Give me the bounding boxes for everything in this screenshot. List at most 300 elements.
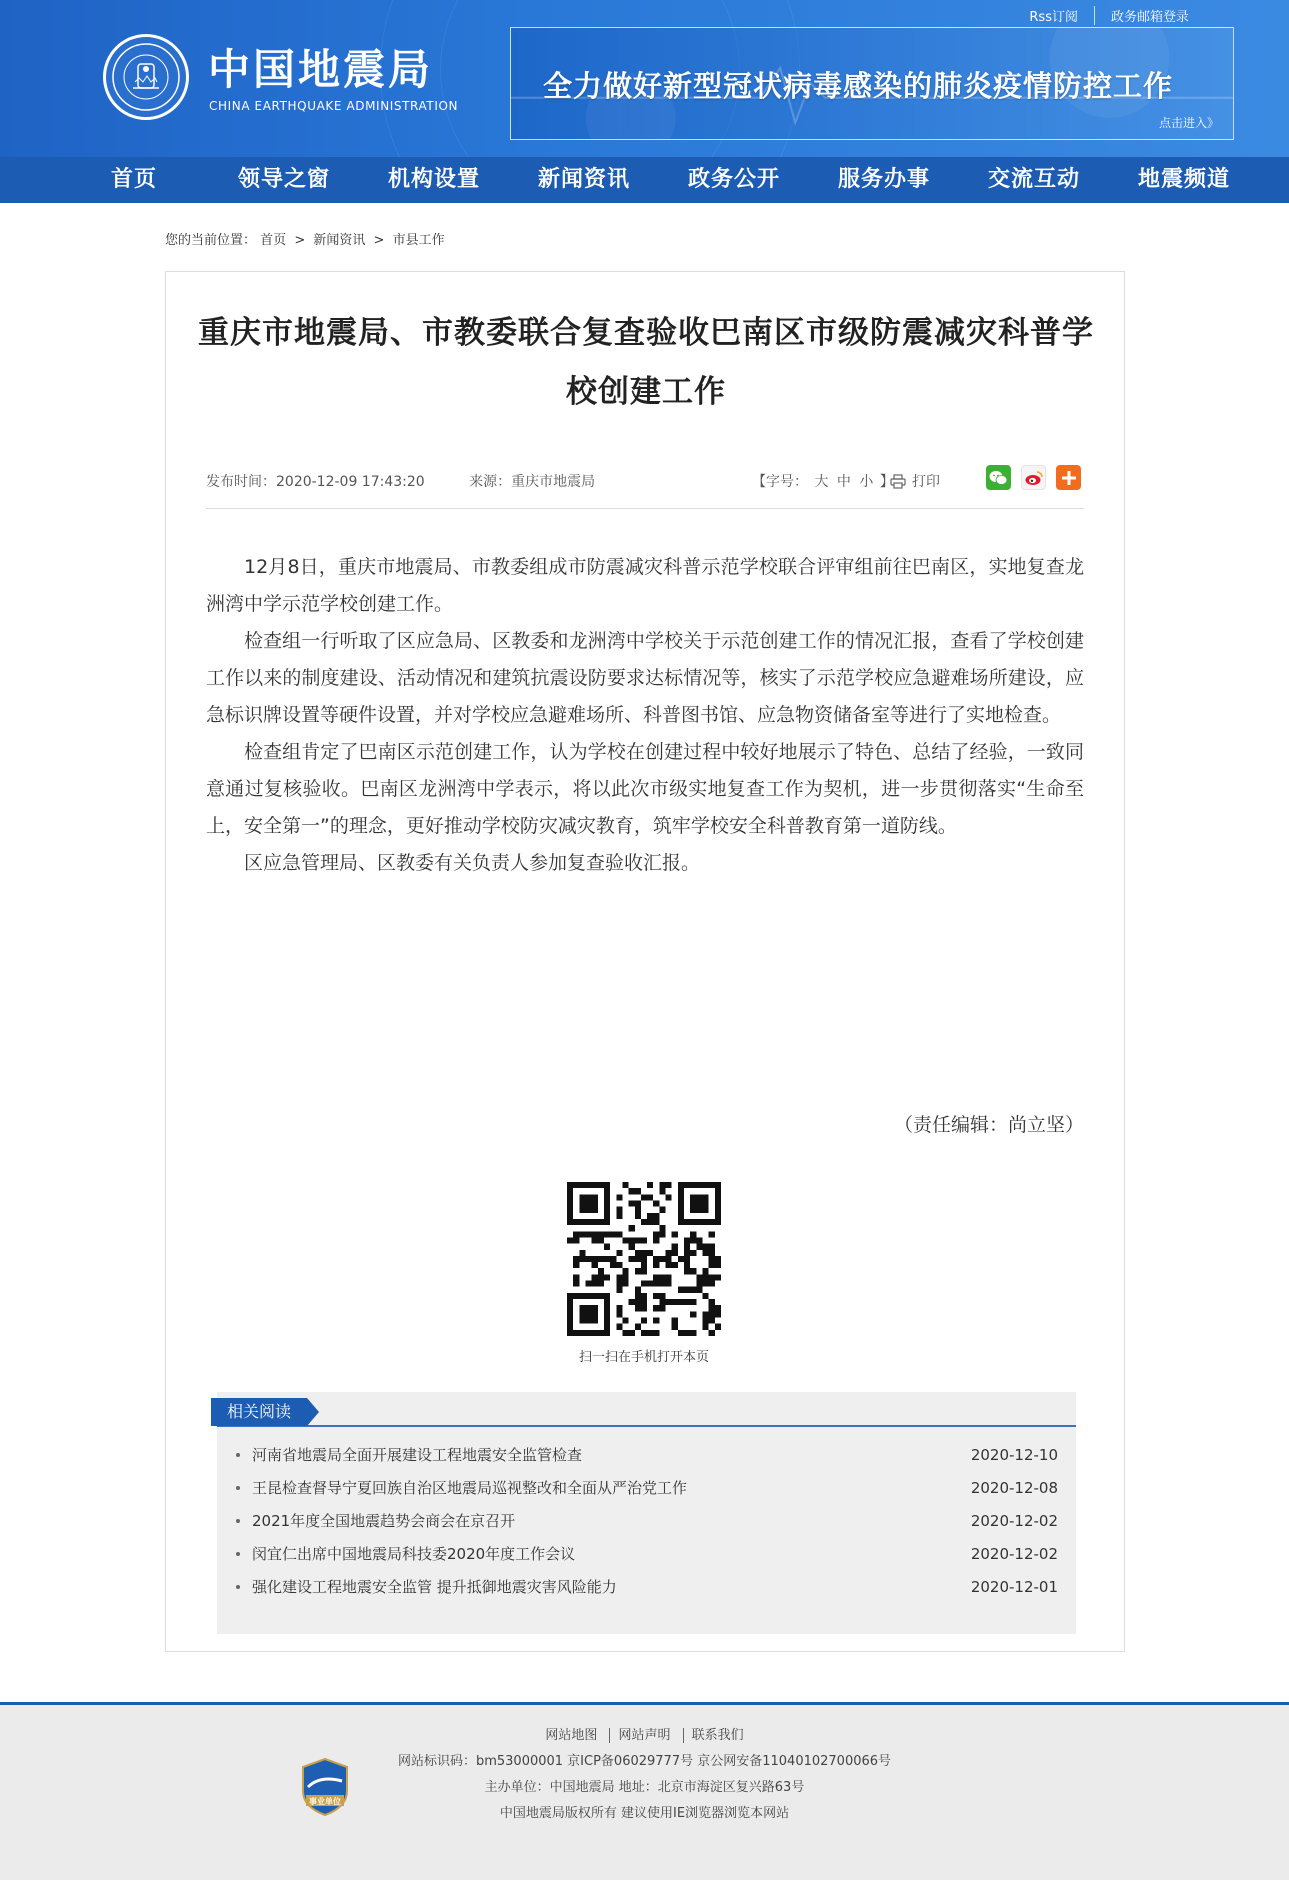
qr-module bbox=[567, 1293, 573, 1299]
qr-module bbox=[684, 1330, 690, 1336]
qr-module bbox=[585, 1194, 591, 1200]
qr-module bbox=[672, 1299, 678, 1305]
qr-module bbox=[684, 1250, 690, 1256]
qr-module bbox=[598, 1256, 604, 1262]
qr-module bbox=[567, 1237, 573, 1243]
article-source: 来源：重庆市地震局 bbox=[469, 474, 596, 490]
qr-module bbox=[696, 1281, 702, 1287]
qr-module bbox=[715, 1274, 721, 1280]
qr-module bbox=[579, 1330, 585, 1336]
qr-module bbox=[616, 1207, 622, 1213]
qr-module bbox=[715, 1256, 721, 1262]
qr-module bbox=[585, 1311, 591, 1317]
gov-mail-login-link[interactable]: 政务邮箱登录 bbox=[1094, 6, 1205, 25]
qr-module bbox=[703, 1182, 709, 1188]
qr-module bbox=[659, 1281, 665, 1287]
qr-module bbox=[641, 1262, 647, 1268]
qr-module bbox=[616, 1213, 622, 1219]
qr-module bbox=[641, 1219, 647, 1225]
qr-module bbox=[666, 1250, 672, 1256]
qr-module bbox=[622, 1268, 628, 1274]
qr-module bbox=[629, 1330, 635, 1336]
site-footer bbox=[0, 1702, 1289, 1880]
qr-module bbox=[696, 1237, 702, 1243]
qr-module bbox=[567, 1207, 573, 1213]
banner-enter-link[interactable]: 点击进入》 bbox=[1158, 116, 1219, 130]
qr-module bbox=[647, 1213, 653, 1219]
qr-module bbox=[672, 1262, 678, 1268]
qr-module bbox=[709, 1219, 715, 1225]
qr-module bbox=[703, 1318, 709, 1324]
qr-module bbox=[653, 1237, 659, 1243]
article-body bbox=[206, 549, 1084, 882]
qr-module bbox=[641, 1256, 647, 1262]
qr-module bbox=[715, 1182, 721, 1188]
qr-module bbox=[690, 1237, 696, 1243]
qr-module bbox=[622, 1274, 628, 1280]
breadcrumb-separator: > bbox=[294, 233, 306, 248]
qr-module bbox=[703, 1219, 709, 1225]
qr-module bbox=[635, 1200, 641, 1206]
qr-module bbox=[567, 1188, 573, 1194]
nav-interaction[interactable]: 交流互动 bbox=[987, 167, 1080, 192]
more-share-icon[interactable] bbox=[1056, 465, 1081, 490]
qr-module bbox=[616, 1324, 622, 1330]
qr-module bbox=[598, 1182, 604, 1188]
qr-module bbox=[604, 1305, 610, 1311]
font-size-large[interactable]: 大 bbox=[814, 474, 829, 490]
qr-module bbox=[579, 1256, 585, 1262]
qr-module bbox=[696, 1219, 702, 1225]
qr-module bbox=[690, 1207, 696, 1213]
related-item-title[interactable]: 强化建设工程地震安全监管 提升抵御地震灾害风险能力 bbox=[252, 1578, 617, 1596]
qr-module bbox=[585, 1182, 591, 1188]
qr-module bbox=[573, 1256, 579, 1262]
qr-module bbox=[641, 1318, 647, 1324]
footer-organizer: 主办单位：中国地震局 地址：北京市海淀区复兴路63号 bbox=[484, 1780, 805, 1795]
banner-title: 全力做好新型冠状病毒感染的肺炎疫情防控工作 bbox=[543, 69, 1174, 103]
qr-module bbox=[579, 1182, 585, 1188]
weibo-share-icon[interactable] bbox=[1021, 465, 1046, 490]
qr-module bbox=[585, 1305, 591, 1311]
qr-module bbox=[653, 1219, 659, 1225]
qr-module bbox=[653, 1262, 659, 1268]
qr-module bbox=[653, 1305, 659, 1311]
badge-text: 事业单位 bbox=[309, 1797, 341, 1806]
qr-module bbox=[703, 1281, 709, 1287]
qr-module bbox=[598, 1281, 604, 1287]
qr-module bbox=[709, 1262, 715, 1268]
nav-earthquake-channel[interactable]: 地震频道 bbox=[1137, 167, 1230, 192]
related-item-title[interactable]: 河南省地震局全面开展建设工程地震安全监管检查 bbox=[252, 1446, 583, 1464]
qr-module bbox=[592, 1256, 598, 1262]
site-logo-title[interactable]: 中国地震局 bbox=[208, 45, 434, 94]
related-item-title[interactable]: 王昆检查督导宁夏回族自治区地震局巡视整改和全面从严治党工作 bbox=[252, 1479, 688, 1497]
qr-module bbox=[573, 1293, 579, 1299]
qr-module bbox=[616, 1262, 622, 1268]
qr-module bbox=[666, 1299, 672, 1305]
related-item-date: 2020-12-02 bbox=[970, 1544, 1058, 1563]
qr-module bbox=[579, 1305, 585, 1311]
qr-module bbox=[715, 1311, 721, 1317]
bullet-icon bbox=[236, 1585, 240, 1589]
qr-module bbox=[641, 1299, 647, 1305]
qr-module bbox=[567, 1299, 573, 1305]
qr-module bbox=[629, 1256, 635, 1262]
qr-module bbox=[604, 1194, 610, 1200]
related-item bbox=[236, 1537, 1058, 1570]
qr-module bbox=[678, 1188, 684, 1194]
qr-module bbox=[604, 1200, 610, 1206]
qr-module bbox=[567, 1311, 573, 1317]
qr-module bbox=[567, 1324, 573, 1330]
qr-module bbox=[610, 1262, 616, 1268]
qr-module bbox=[653, 1213, 659, 1219]
qr-module bbox=[598, 1330, 604, 1336]
qr-module bbox=[641, 1250, 647, 1256]
qr-module bbox=[666, 1182, 672, 1188]
qr-module bbox=[666, 1194, 672, 1200]
qr-module bbox=[585, 1293, 591, 1299]
related-item bbox=[236, 1504, 1058, 1537]
qr-module bbox=[592, 1274, 598, 1280]
meta-divider bbox=[206, 508, 1084, 509]
qr-module bbox=[585, 1281, 591, 1287]
qr-module bbox=[604, 1324, 610, 1330]
qr-module bbox=[703, 1194, 709, 1200]
qr-module bbox=[604, 1207, 610, 1213]
breadcrumb bbox=[165, 229, 445, 248]
qr-module bbox=[641, 1305, 647, 1311]
wechat-share-icon[interactable] bbox=[986, 465, 1011, 490]
qr-module bbox=[579, 1318, 585, 1324]
qr-module bbox=[592, 1200, 598, 1206]
related-item-date: 2020-12-01 bbox=[970, 1577, 1058, 1596]
nav-leaders[interactable]: 领导之窗 bbox=[237, 167, 330, 192]
qr-module bbox=[647, 1219, 653, 1225]
qr-module bbox=[696, 1182, 702, 1188]
qr-module bbox=[659, 1225, 665, 1231]
print-button[interactable] bbox=[890, 471, 940, 491]
article-paragraph: 检查组肯定了巴南区示范创建工作，认为学校在创建过程中较好地展示了特色、总结了经验，一致同意通过复核验收。巴南区龙洲湾中学表示，将以此次市级实地复查工作为契机，进一步贯彻落实“生命至上，安全第一”的理念，更好推动学校防灾减灾教育，筑牢学校安全科普教育第一道防线。 bbox=[206, 741, 1084, 837]
share-buttons bbox=[986, 465, 1081, 490]
qr-module bbox=[684, 1262, 690, 1268]
related-reading bbox=[217, 1392, 1076, 1634]
qr-module bbox=[629, 1237, 635, 1243]
qr-module bbox=[622, 1182, 628, 1188]
qr-module bbox=[573, 1262, 579, 1268]
qr-module bbox=[703, 1293, 709, 1299]
qr-module bbox=[573, 1237, 579, 1243]
related-heading-underline bbox=[217, 1425, 1076, 1427]
font-size-label: 【字号： bbox=[752, 474, 808, 490]
qr-module bbox=[579, 1231, 585, 1237]
qr-module bbox=[703, 1324, 709, 1330]
qr-module bbox=[715, 1324, 721, 1330]
qr-module bbox=[672, 1250, 678, 1256]
qr-module bbox=[703, 1268, 709, 1274]
breadcrumb-city-county[interactable]: 市县工作 bbox=[392, 233, 445, 248]
qr-module bbox=[622, 1237, 628, 1243]
nav-home[interactable]: 首页 bbox=[110, 167, 157, 192]
qr-module bbox=[616, 1287, 622, 1293]
wechat-icon bbox=[989, 470, 1008, 486]
qr-module bbox=[598, 1231, 604, 1237]
qr-module bbox=[653, 1231, 659, 1237]
qr-module bbox=[567, 1213, 573, 1219]
qr-module bbox=[604, 1318, 610, 1324]
qr-module bbox=[610, 1231, 616, 1237]
qr-module bbox=[616, 1281, 622, 1287]
qr-module bbox=[659, 1293, 665, 1299]
qr-module bbox=[678, 1330, 684, 1336]
qr-module bbox=[598, 1219, 604, 1225]
bullet-icon bbox=[236, 1453, 240, 1457]
qr-module bbox=[703, 1207, 709, 1213]
qr-module bbox=[696, 1200, 702, 1206]
qr-module bbox=[579, 1207, 585, 1213]
qr-module bbox=[659, 1256, 665, 1262]
qr-module bbox=[604, 1213, 610, 1219]
qr-module bbox=[709, 1318, 715, 1324]
qr-module bbox=[641, 1281, 647, 1287]
qr-module bbox=[616, 1194, 622, 1200]
qr-module bbox=[672, 1244, 678, 1250]
qr-module bbox=[666, 1256, 672, 1262]
qr-module bbox=[647, 1250, 653, 1256]
qr-module bbox=[715, 1207, 721, 1213]
qr-module bbox=[592, 1219, 598, 1225]
font-size-small[interactable]: 小 bbox=[859, 474, 874, 490]
footer-contact-link[interactable]: 联系我们 bbox=[683, 1728, 752, 1743]
qr-module bbox=[703, 1274, 709, 1280]
qr-module bbox=[696, 1274, 702, 1280]
printer-icon bbox=[890, 474, 906, 489]
qr-module bbox=[567, 1194, 573, 1200]
qr-module bbox=[690, 1299, 696, 1305]
qr-module bbox=[709, 1299, 715, 1305]
qr-module bbox=[573, 1274, 579, 1280]
qr-module bbox=[715, 1194, 721, 1200]
qr-module bbox=[592, 1330, 598, 1336]
qr-module bbox=[690, 1268, 696, 1274]
qr-module bbox=[696, 1244, 702, 1250]
footer-registration: 网站标识码：bm53000001 京ICP备06029777号 京公网安备11040102700066号 bbox=[397, 1754, 892, 1769]
qr-module bbox=[703, 1250, 709, 1256]
related-item bbox=[236, 1570, 1058, 1603]
qr-module bbox=[715, 1188, 721, 1194]
qr-module bbox=[659, 1207, 665, 1213]
qr-module bbox=[690, 1219, 696, 1225]
nav-services[interactable]: 服务办事 bbox=[837, 167, 930, 192]
qr-module bbox=[647, 1330, 653, 1336]
font-size-end: 】 bbox=[879, 474, 894, 490]
qr-module bbox=[690, 1182, 696, 1188]
qr-module bbox=[592, 1262, 598, 1268]
footer-copyright: 中国地震局版权所有 建议使用IE浏览器浏览本网站 bbox=[499, 1806, 790, 1821]
qr-module bbox=[641, 1330, 647, 1336]
qr-module bbox=[592, 1182, 598, 1188]
footer-sitemap-link[interactable]: 网站地图 bbox=[545, 1728, 598, 1743]
qr-module bbox=[579, 1200, 585, 1206]
qr-module bbox=[696, 1287, 702, 1293]
related-item-date: 2020-12-02 bbox=[970, 1511, 1058, 1530]
breadcrumb-home[interactable]: 首页 bbox=[260, 233, 287, 248]
qr-module bbox=[592, 1281, 598, 1287]
qr-module bbox=[592, 1318, 598, 1324]
qr-module bbox=[579, 1293, 585, 1299]
qr-module bbox=[678, 1256, 684, 1262]
rss-link[interactable]: Rss订阅 bbox=[1029, 10, 1078, 25]
article-title: 重庆市地震局、市教委联合复查验收巴南区市级防震减灾科普学校创建工作 bbox=[198, 315, 1094, 410]
footer-links bbox=[0, 1723, 1289, 1749]
article-meta bbox=[206, 471, 595, 491]
bullet-icon bbox=[236, 1486, 240, 1490]
qr-module bbox=[592, 1293, 598, 1299]
qr-module bbox=[690, 1194, 696, 1200]
article-paragraph: 区应急管理局、区教委有关负责人参加复查验收汇报。 bbox=[244, 852, 701, 874]
qr-module bbox=[653, 1281, 659, 1287]
qr-module bbox=[703, 1244, 709, 1250]
qr-module bbox=[690, 1311, 696, 1317]
footer-info bbox=[0, 1723, 1289, 1827]
qr-module bbox=[635, 1213, 641, 1219]
qr-module bbox=[653, 1293, 659, 1299]
qr-module bbox=[573, 1182, 579, 1188]
earthquake-administration-emblem-icon[interactable] bbox=[103, 34, 189, 120]
qr-module bbox=[635, 1188, 641, 1194]
main-nav bbox=[0, 157, 1289, 203]
article-box bbox=[165, 271, 1125, 1652]
qr-module bbox=[622, 1330, 628, 1336]
qr-module bbox=[653, 1330, 659, 1336]
qr-module bbox=[635, 1250, 641, 1256]
qr-module bbox=[672, 1318, 678, 1324]
qr-module bbox=[622, 1281, 628, 1287]
qr-module bbox=[635, 1237, 641, 1243]
related-item bbox=[236, 1438, 1058, 1471]
print-label: 打印 bbox=[912, 474, 940, 490]
qr-module bbox=[666, 1274, 672, 1280]
weibo-icon bbox=[1024, 470, 1044, 486]
qr-module bbox=[592, 1311, 598, 1317]
site-logo-subtitle: CHINA EARTHQUAKE ADMINISTRATION bbox=[209, 99, 459, 113]
nav-organization[interactable]: 机构设置 bbox=[387, 167, 480, 192]
qr-module bbox=[715, 1305, 721, 1311]
qr-module bbox=[684, 1299, 690, 1305]
qr-module bbox=[684, 1244, 690, 1250]
qr-module bbox=[641, 1194, 647, 1200]
qr-module bbox=[629, 1225, 635, 1231]
qr-module bbox=[579, 1219, 585, 1225]
font-size-medium[interactable]: 中 bbox=[836, 474, 851, 490]
qr-code-icon bbox=[567, 1182, 721, 1336]
qr-module bbox=[598, 1237, 604, 1243]
qr-module bbox=[690, 1287, 696, 1293]
qr-module bbox=[635, 1293, 641, 1299]
qr-module bbox=[585, 1231, 591, 1237]
related-heading: 相关阅读 bbox=[211, 1398, 307, 1426]
qr-module bbox=[666, 1262, 672, 1268]
qr-module bbox=[579, 1194, 585, 1200]
qr-module bbox=[715, 1262, 721, 1268]
qr-module bbox=[585, 1207, 591, 1213]
qr-module bbox=[684, 1182, 690, 1188]
qr-module bbox=[653, 1200, 659, 1206]
qr-module bbox=[672, 1324, 678, 1330]
qr-module bbox=[604, 1299, 610, 1305]
breadcrumb-news[interactable]: 新闻资讯 bbox=[313, 233, 366, 248]
bullet-icon bbox=[236, 1519, 240, 1523]
qr-module bbox=[659, 1274, 665, 1280]
qr-module bbox=[659, 1188, 665, 1194]
qr-module bbox=[610, 1256, 616, 1262]
qr-module bbox=[709, 1250, 715, 1256]
qr-module bbox=[604, 1231, 610, 1237]
epidemic-banner[interactable] bbox=[510, 27, 1234, 140]
qr-module bbox=[684, 1287, 690, 1293]
qr-module bbox=[629, 1244, 635, 1250]
qr-module bbox=[604, 1256, 610, 1262]
qr-caption: 扫一扫在手机打开本页 bbox=[578, 1350, 709, 1365]
emblem-graphic bbox=[111, 42, 181, 112]
qr-module bbox=[647, 1281, 653, 1287]
nav-government-affairs[interactable]: 政务公开 bbox=[687, 167, 780, 192]
qr-module bbox=[616, 1250, 622, 1256]
related-item-title[interactable]: 2021年度全国地震趋势会商会在京召开 bbox=[252, 1512, 516, 1530]
qr-module bbox=[604, 1182, 610, 1188]
qr-module bbox=[678, 1219, 684, 1225]
related-item bbox=[236, 1471, 1058, 1504]
qr-module bbox=[709, 1256, 715, 1262]
qr-module bbox=[585, 1330, 591, 1336]
qr-module bbox=[696, 1194, 702, 1200]
qr-module bbox=[678, 1194, 684, 1200]
qr-module bbox=[653, 1274, 659, 1280]
qr-module bbox=[647, 1182, 653, 1188]
qr-module bbox=[567, 1200, 573, 1206]
qr-module bbox=[604, 1244, 610, 1250]
footer-statement-link[interactable]: 网站声明 bbox=[609, 1728, 678, 1743]
qr-module bbox=[592, 1194, 598, 1200]
qr-module bbox=[709, 1305, 715, 1311]
qr-module bbox=[604, 1274, 610, 1280]
qr-module bbox=[641, 1268, 647, 1274]
related-item-title[interactable]: 闵宜仁出席中国地震局科技委2020年度工作会议 bbox=[252, 1545, 576, 1563]
qr-module bbox=[678, 1200, 684, 1206]
qr-module bbox=[690, 1330, 696, 1336]
qr-module bbox=[585, 1200, 591, 1206]
qr-module bbox=[592, 1207, 598, 1213]
related-item-date: 2020-12-10 bbox=[970, 1445, 1058, 1464]
qr-module bbox=[635, 1207, 641, 1213]
qr-module bbox=[635, 1287, 641, 1293]
qr-module bbox=[573, 1330, 579, 1336]
qr-module bbox=[715, 1219, 721, 1225]
qr-module bbox=[604, 1188, 610, 1194]
qr-module bbox=[604, 1293, 610, 1299]
qr-module bbox=[592, 1305, 598, 1311]
nav-news[interactable]: 新闻资讯 bbox=[537, 167, 630, 192]
qr-module bbox=[598, 1274, 604, 1280]
qr-module bbox=[585, 1318, 591, 1324]
related-list bbox=[236, 1438, 1058, 1603]
breadcrumb-separator: > bbox=[373, 233, 385, 248]
article-paragraph: 检查组一行听取了区应急局、区教委和龙洲湾中学校关于示范创建工作的情况汇报，查看了学校创建工作以来的制度建设、活动情况和建筑抗震设防要求达标情况等，核实了示范学校应急避难场所建设，应急标识牌设置等硬件设置，并对学校应急避难场所、科普图书馆、应急物资储备室等进行了实地检查。 bbox=[206, 630, 1084, 726]
qr-module bbox=[709, 1281, 715, 1287]
qr-module bbox=[635, 1305, 641, 1311]
qr-module bbox=[592, 1237, 598, 1243]
